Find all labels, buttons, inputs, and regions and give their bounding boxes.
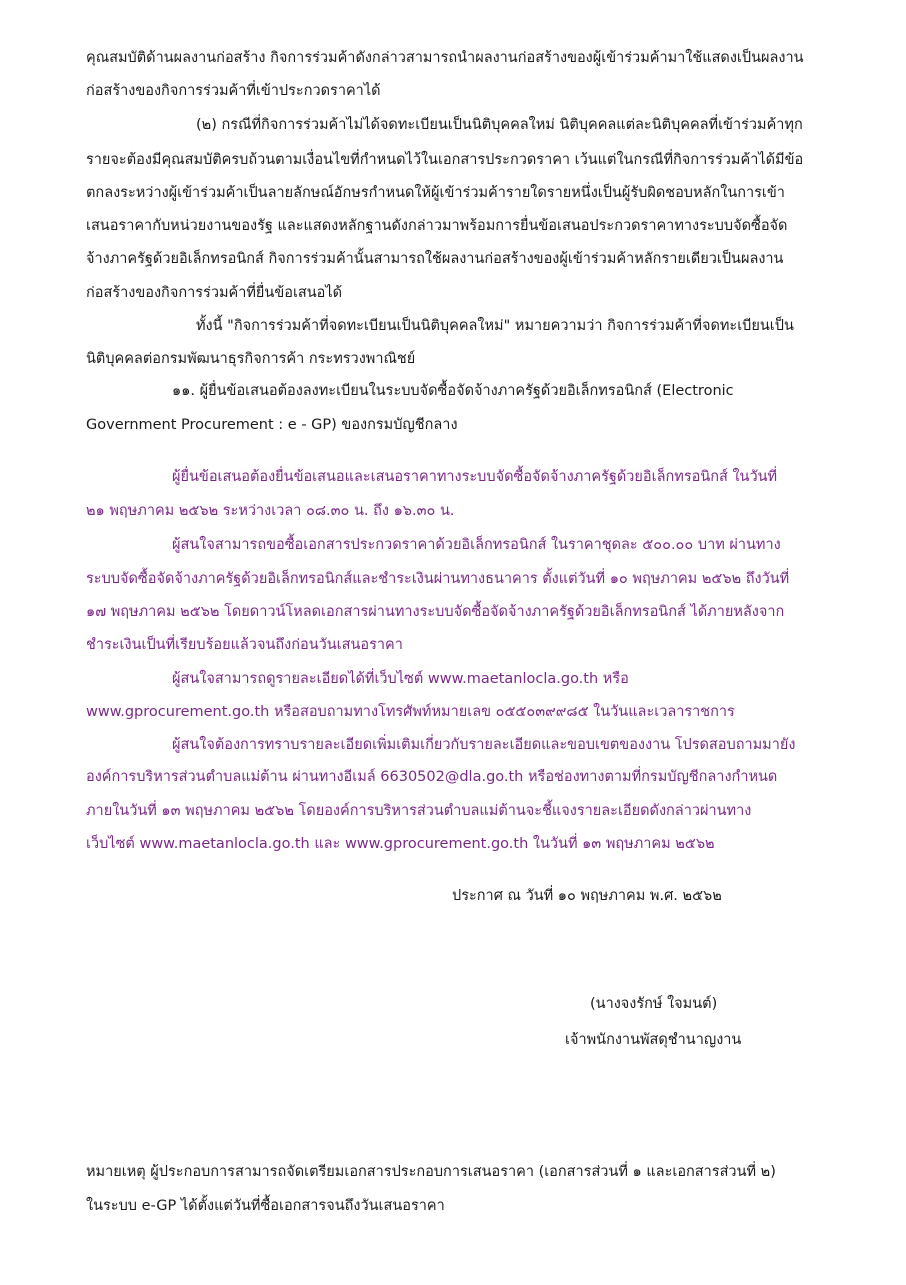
paragraph-line: ผู้ยื่นข้อเสนอต้องยื่นข้อเสนอและเสนอราคาทางระบบจัดซื้อจัดจ้างภาครัฐด้วยอิเล็กทรอนิกส์ ในวันที่ (172, 469, 778, 485)
paragraph-line: องค์การบริหารส่วนตำบลแม่ต้าน ผ่านทางอีเมล์ 6630502@dla.go.th หรือช่องทางตามที่กรมบัญชีกลางกำหนด (86, 769, 778, 785)
paragraph-line: Government Procurement : e - GP) ของกรมบัญชีกลาง (86, 417, 458, 433)
paragraph-line: จ้างภาครัฐด้วยอิเล็กทรอนิกส์ กิจการร่วมค้านั้นสามารถใช้ผลงานก่อสร้างของผู้เข้าร่วมค้าหลักรายเดียวเป็นผลงาน (86, 251, 784, 267)
paragraph-line: ผู้สนใจสามารถขอซื้อเอกสารประกวดราคาด้วยอิเล็กทรอนิกส์ ในราคาชุดละ ๕๐๐.๐๐ บาท ผ่านทาง (172, 537, 781, 553)
paragraph-line: ๒๑ พฤษภาคม ๒๕๖๒ ระหว่างเวลา ๐๘.๓๐ น. ถึง ๑๖.๓๐ น. (86, 503, 455, 519)
paragraph-line: ตกลงระหว่างผู้เข้าร่วมค้าเป็นลายลักษณ์อักษรกำหนดให้ผู้เข้าร่วมค้ารายใดรายหนึ่งเป็นผู้รับผิดชอบหลักในการเข้า (86, 185, 785, 201)
paragraph-line: ก่อสร้างของกิจการร่วมค้าที่เข้าประกวดราคาได้ (86, 83, 381, 99)
paragraph-line: รายจะต้องมีคุณสมบัติครบถ้วนตามเงื่อนไขที่กำหนดไว้ในเอกสารประกวดราคา เว้นแต่ในกรณีที่กิจการร่วมค้าได้มีข้อ (86, 152, 804, 168)
paragraph-line: เว็บไซต์ www.maetanlocla.go.th และ www.gprocurement.go.th ในวันที่ ๑๓ พฤษภาคม ๒๕๖๒ (86, 836, 715, 852)
note-line: หมายเหตุ ผู้ประกอบการสามารถจัดเตรียมเอกสารประกอบการเสนอราคา (เอกสารส่วนที่ ๑ และเอกสารส่วนที่ ๒) (86, 1164, 776, 1180)
paragraph-line: คุณสมบัติด้านผลงานก่อสร้าง กิจการร่วมค้าดังกล่าวสามารถนำผลงานก่อสร้างของผู้เข้าร่วมค้ามาใช้แสดงเป็นผลงาน (86, 50, 804, 66)
paragraph-line: www.gprocurement.go.th หรือสอบถามทางโทรศัพท์หมายเลข ๐๕๕๐๓๙๙๘๕ ในวันและเวลาราชการ (86, 704, 735, 720)
paragraph-line: ๑๗ พฤษภาคม ๒๕๖๒ โดยดาวน์โหลดเอกสารผ่านทางระบบจัดซื้อจัดจ้างภาครัฐด้วยอิเล็กทรอนิกส์ ได้ภายหลังจาก (86, 604, 785, 620)
paragraph-line: นิติบุคคลต่อกรมพัฒนาธุรกิจการค้า กระทรวงพาณิชย์ (86, 351, 416, 367)
paragraph-line: ภายในวันที่ ๑๓ พฤษภาคม ๒๕๖๒ โดยองค์การบริหารส่วนตำบลแม่ต้านจะชี้แจงรายละเอียดดังกล่าวผ่านทาง (86, 803, 752, 819)
paragraph-line: ผู้สนใจสามารถดูรายละเอียดได้ที่เว็บไซต์ www.maetanlocla.go.th หรือ (172, 671, 629, 687)
signatory-position: เจ้าพนักงานพัสดุชำนาญงาน (565, 1032, 742, 1048)
paragraph-line: ทั้งนี้ "กิจการร่วมค้าที่จดทะเบียนเป็นนิติบุคคลใหม่" หมายความว่า กิจการร่วมค้าที่จดทะเบียนเป็น (196, 318, 794, 334)
paragraph-line: ผู้สนใจต้องการทราบรายละเอียดเพิ่มเติมเกี่ยวกับรายละเอียดและขอบเขตของงาน โปรดสอบถามมายัง (172, 737, 796, 753)
announcement-date: ประกาศ ณ วันที่ ๑๐ พฤษภาคม พ.ศ. ๒๕๖๒ (452, 888, 722, 904)
paragraph-line: ชำระเงินเป็นที่เรียบร้อยแล้วจนถึงก่อนวันเสนอราคา (86, 637, 403, 653)
paragraph-line: ก่อสร้างของกิจการร่วมค้าที่ยื่นข้อเสนอได้ (86, 285, 343, 301)
paragraph-line: ๑๑. ผู้ยื่นข้อเสนอต้องลงทะเบียนในระบบจัดซื้อจัดจ้างภาครัฐด้วยอิเล็กทรอนิกส์ (Electronic (172, 383, 734, 399)
paragraph-line: ระบบจัดซื้อจัดจ้างภาครัฐด้วยอิเล็กทรอนิกส์และชำระเงินผ่านทางธนาคาร ตั้งแต่วันที่ ๑๐ พฤษภาคม ๒๕๖๒ ถึงวันที่ (86, 571, 790, 587)
signatory-name: (นางจงรักษ์ ใจมนต์) (590, 996, 718, 1012)
paragraph-line: เสนอราคากับหน่วยงานของรัฐ และแสดงหลักฐานดังกล่าวมาพร้อมการยื่นข้อเสนอประกวดราคาทางระบบจัดซื้อจัด (86, 218, 788, 234)
paragraph-line: (๒) กรณีที่กิจการร่วมค้าไม่ได้จดทะเบียนเป็นนิติบุคคลใหม่ นิติบุคคลแต่ละนิติบุคคลที่เข้าร่วมค้าทุก (196, 117, 803, 133)
note-line: ในระบบ e-GP ได้ตั้งแต่วันที่ซื้อเอกสารจนถึงวันเสนอราคา (86, 1198, 445, 1214)
